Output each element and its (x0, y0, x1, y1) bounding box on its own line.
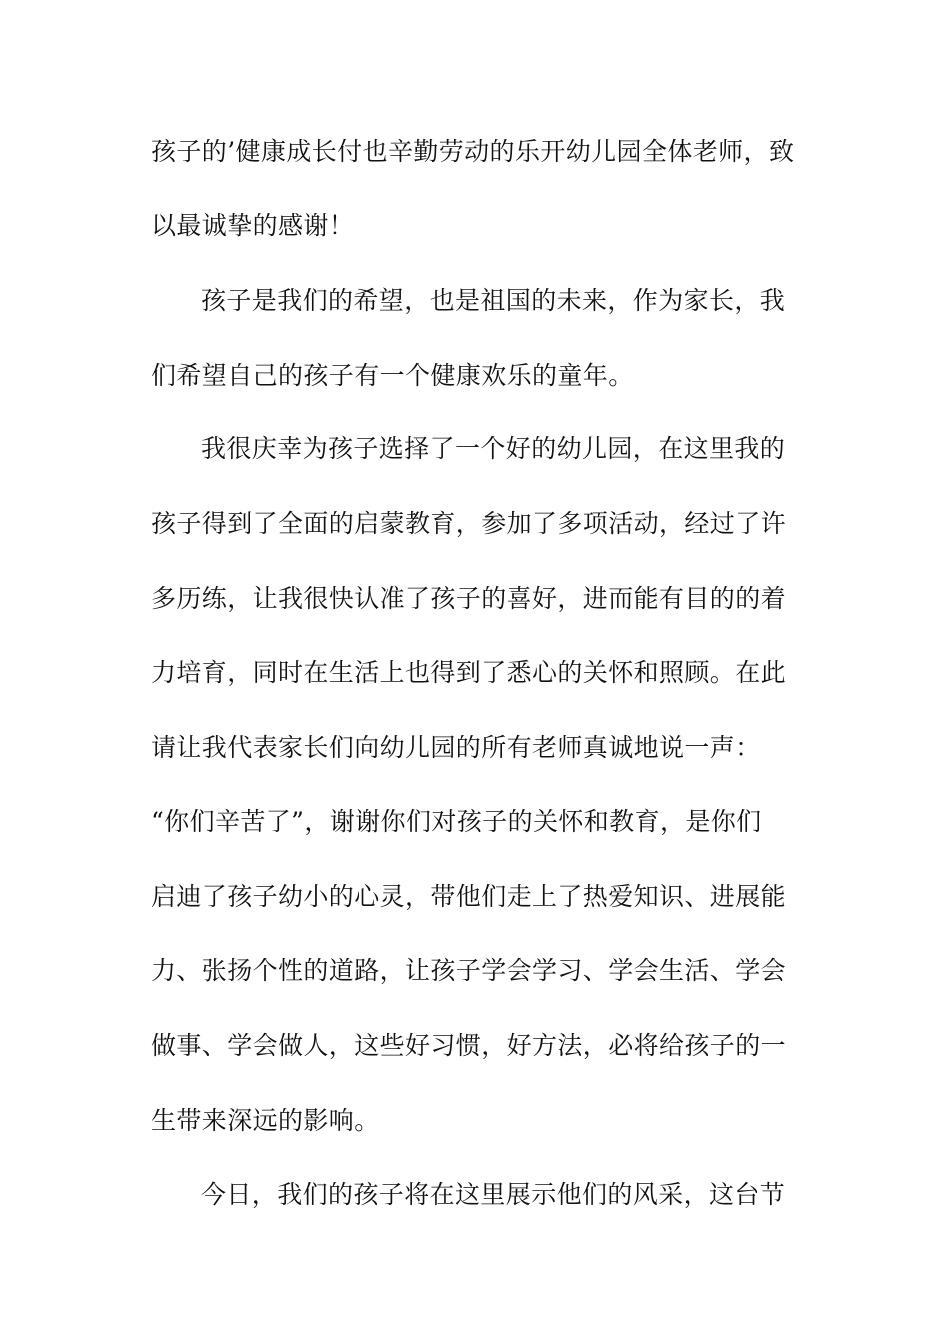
text-line-9: 请让我代表家长们向幼儿园的所有老师真诚地说一声： (151, 733, 761, 762)
text-line-7: 多历练，让我很快认准了孩子的喜好，进而能有目的的着 (151, 584, 787, 613)
text-line-10: “你们辛苦了”，谢谢你们对孩子的关怀和教育，是你们 (151, 807, 762, 836)
text-line-13: 做事、学会做人，这些好习惯，好方法，必将给孩子的一 (151, 1031, 787, 1060)
text-line-3: 孩子是我们的希望，也是祖国的未来，作为家长，我 (201, 286, 786, 315)
text-line-12: 力、张扬个性的道路，让孩子学会学习、学会生活、学会 (151, 956, 787, 985)
text-line-14: 生带来深远的影响。 (151, 1106, 380, 1135)
text-line-11: 启迪了孩子幼小的心灵，带他们走上了热爱知识、进展能 (151, 882, 787, 911)
text-line-1: 孩子的’健康成长付也辛勤劳动的乐开幼儿园全体老师，致 (151, 137, 795, 166)
text-line-5: 我很庆幸为孩子选择了一个好的幼儿园，在这里我的 (201, 434, 786, 463)
text-line-6: 孩子得到了全面的启蒙教育，参加了多项活动，经过了许 (151, 509, 787, 538)
text-line-15: 今日，我们的孩子将在这里展示他们的风采，这台节 (201, 1180, 786, 1209)
text-line-2: 以最诚挚的感谢！ (151, 211, 355, 240)
text-line-8: 力培育，同时在生活上也得到了悉心的关怀和照顾。在此 (151, 658, 787, 687)
text-line-4: 们希望自己的孩子有一个健康欢乐的童年。 (151, 361, 634, 390)
